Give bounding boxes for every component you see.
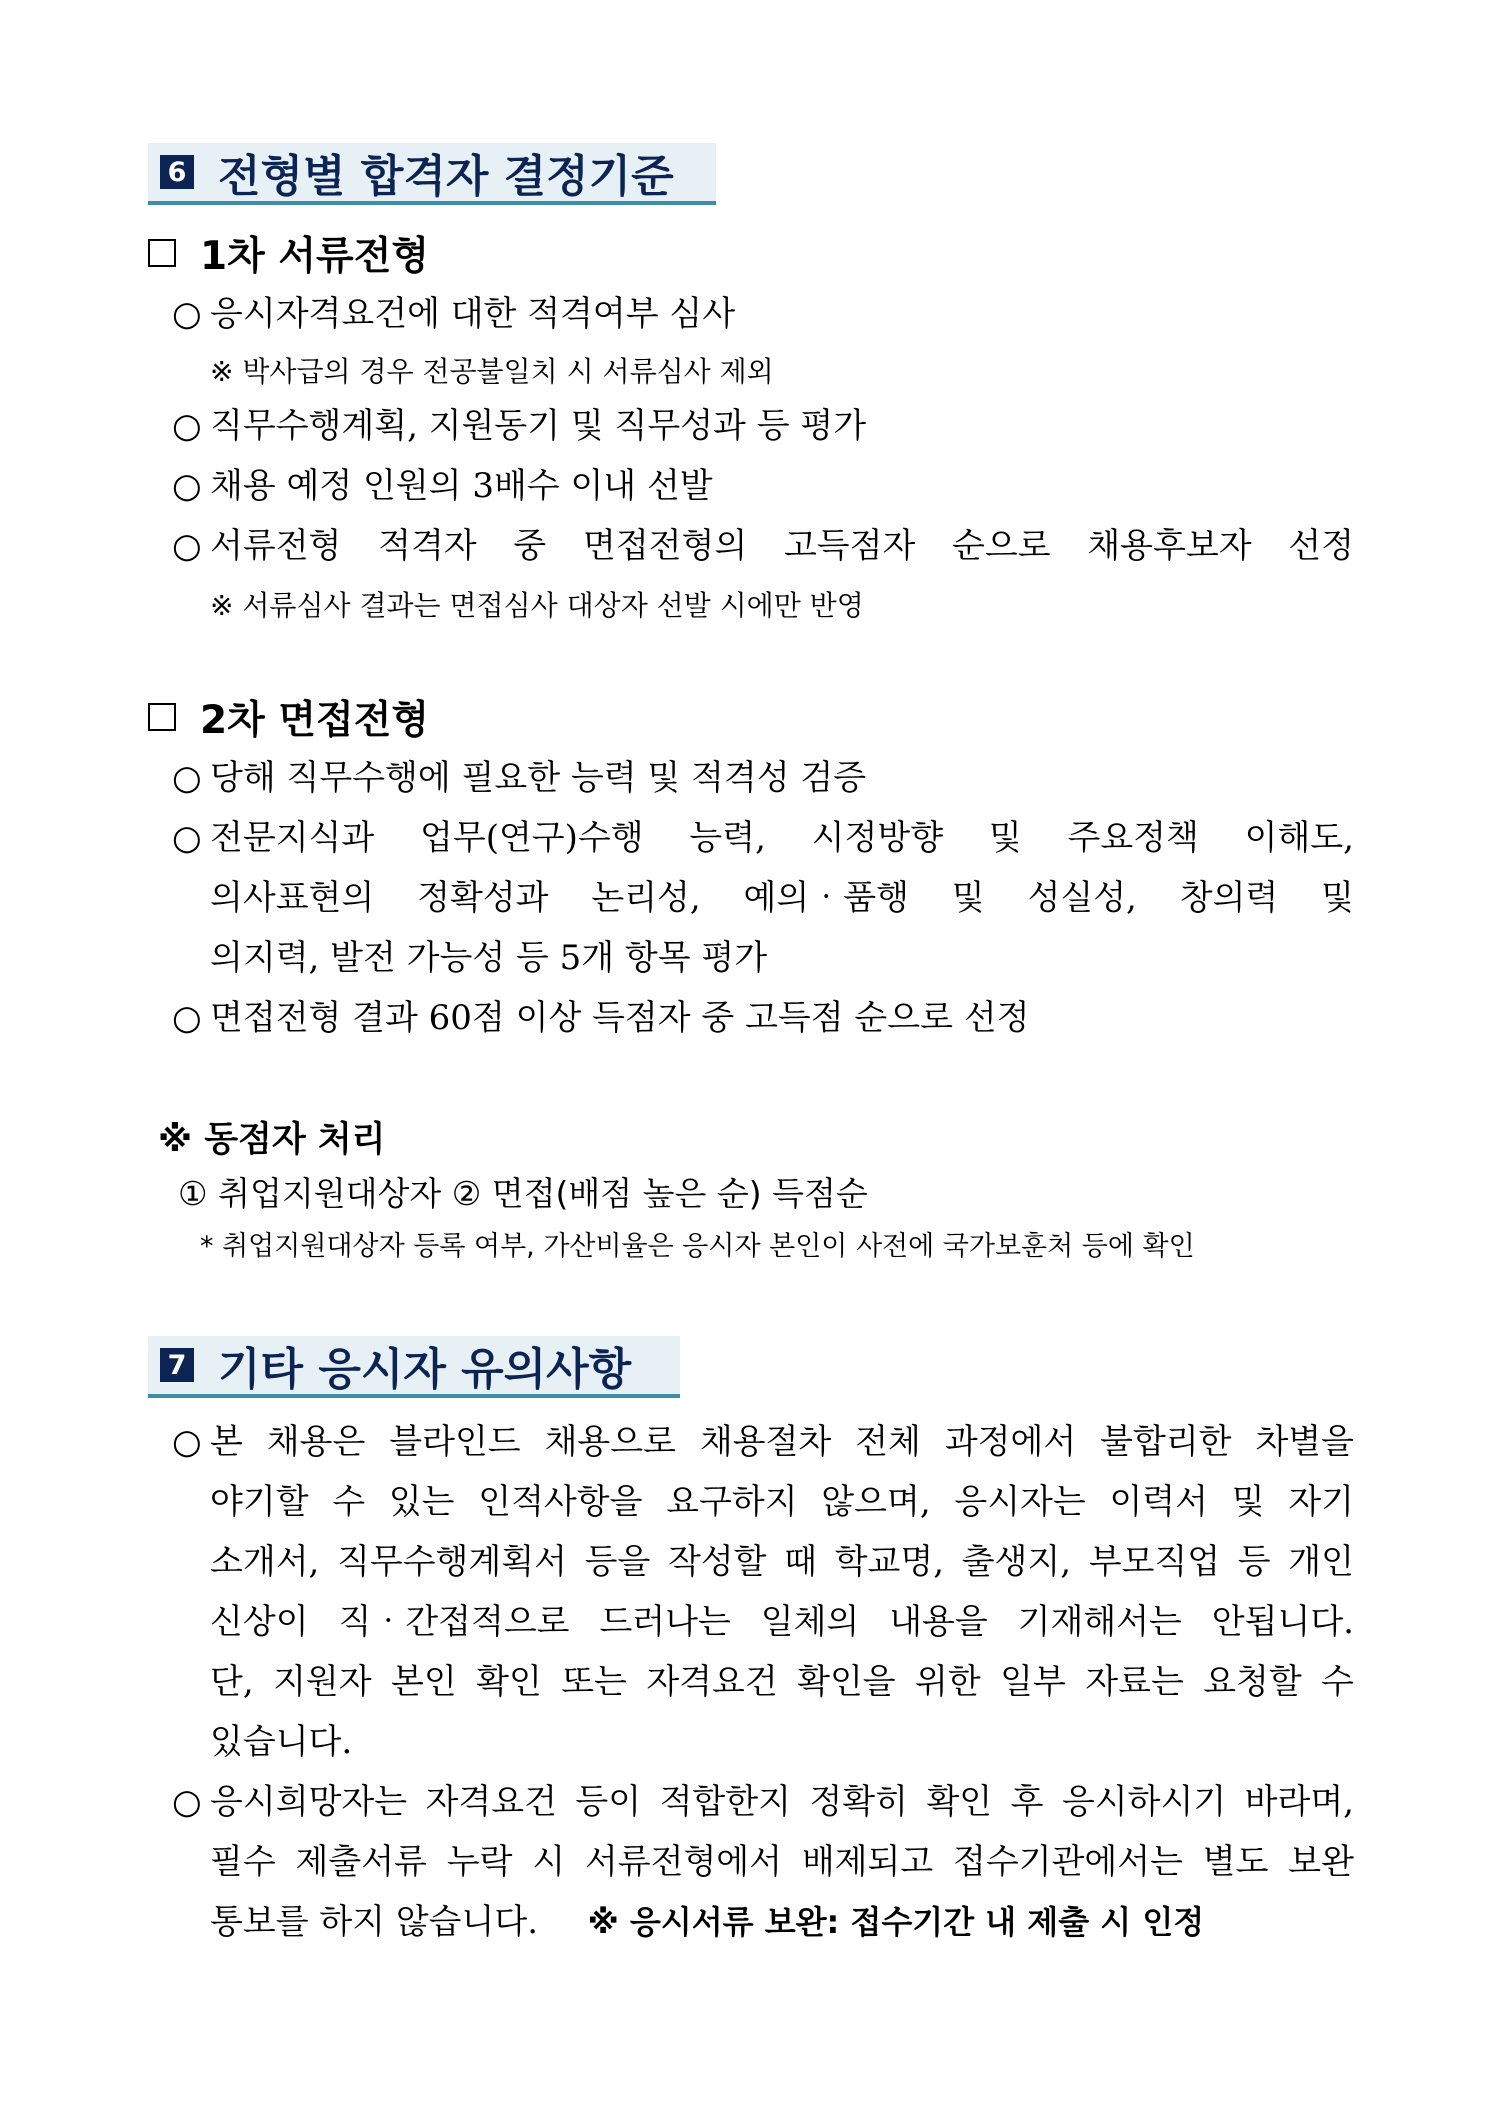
list-item: ○ 응시희망자는 자격요건 등이 적합한지 정확히 확인 후 응시하시기 바라며, 필수 제출서류 누락 시 서류전형에서 배제되고 접수기관에서는 별도 보완 통보를 하지 않습니다. ※ 응시서류 보완: 접수기간 내 제출 시 인정: [172, 1772, 1354, 1952]
section-number-badge: 6: [160, 155, 194, 189]
list-item: ○ 서류전형 적격자 중 면접전형의 고득점자 순으로 채용후보자 선정: [172, 516, 1354, 576]
list-item: ○ 채용 예정 인원의 3배수 이내 선발: [172, 456, 1354, 516]
list-item: ○ 전문지식과 업무(연구)수행 능력, 시정방향 및 주요정책 이해도, 의사표현의 정확성과 논리성, 예의‧품행 및 성실성, 창의력 및 의지력, 발전 가능성 등 5개 항목 평가: [172, 808, 1354, 988]
bullet-icon: ○: [172, 526, 202, 566]
section-number-badge: 7: [160, 1348, 194, 1382]
section-title: 전형별 합격자 결정기준: [218, 151, 674, 202]
stage2-header: [148, 689, 429, 745]
list-item: ○ 면접전형 결과 60점 이상 득점자 중 고득점 순으로 선정: [172, 988, 1354, 1048]
bullet-icon: ○: [172, 1782, 202, 1822]
bullet-icon: ○: [172, 758, 202, 798]
section-6-header: [148, 143, 716, 205]
section-title: 기타 응시자 유의사항: [218, 1344, 632, 1395]
bullet-icon: ○: [172, 818, 202, 858]
tie-rule: ① 취업지원대상자 ② 면접(배점 높은 순) 득점순: [178, 1174, 868, 1213]
bullet-icon: ○: [172, 998, 202, 1038]
bullet-icon: ○: [172, 294, 202, 334]
bullet-icon: ○: [172, 406, 202, 446]
checkbox-icon: [148, 703, 176, 731]
bold-note: ※ 응시서류 보완: 접수기간 내 제출 시 인정: [587, 1903, 1205, 1941]
stage1-title: 1차 서류전형: [200, 234, 430, 279]
tie-title: ※ 동점자 처리: [158, 1120, 386, 1160]
list-item: ○ 직무수행계획, 지원동기 및 직무성과 등 평가: [172, 396, 1354, 456]
list-item: ○ 본 채용은 블라인드 채용으로 채용절차 전체 과정에서 불합리한 차별을 야기할 수 있는 인적사항을 요구하지 않으며, 응시자는 이력서 및 자기 소개서, 직무수행계획서 등을 작성할 때 학교명, 출생지, 부모직업 등 개인 신상이 직‧간접적으로 드러나는 일체의 내용을 기재해서는 안됩니다. 단, 지원자 본인 확인 또는 자격요건 확인을 위한 일부 자료는 요청할 수 있습니다.: [172, 1412, 1354, 1772]
section-7-header: [148, 1336, 680, 1398]
bullet-icon: ○: [172, 1422, 202, 1462]
note: ※ 박사급의 경우 전공불일치 시 서류심사 제외: [210, 355, 774, 388]
note: ※ 서류심사 결과는 면접심사 대상자 선발 시에만 반영: [210, 589, 864, 622]
checkbox-icon: [148, 239, 176, 267]
stage2-title: 2차 면접전형: [200, 698, 430, 743]
stage1-header: [148, 225, 429, 281]
list-item: ○ 당해 직무수행에 필요한 능력 및 적격성 검증: [172, 748, 1354, 808]
list-item: ○ 응시자격요건에 대한 적격여부 심사: [172, 284, 1354, 344]
tie-note: * 취업지원대상자 등록 여부, 가산비율은 응시자 본인이 사전에 국가보훈처 등에 확인: [200, 1231, 1195, 1262]
bullet-icon: ○: [172, 466, 202, 506]
